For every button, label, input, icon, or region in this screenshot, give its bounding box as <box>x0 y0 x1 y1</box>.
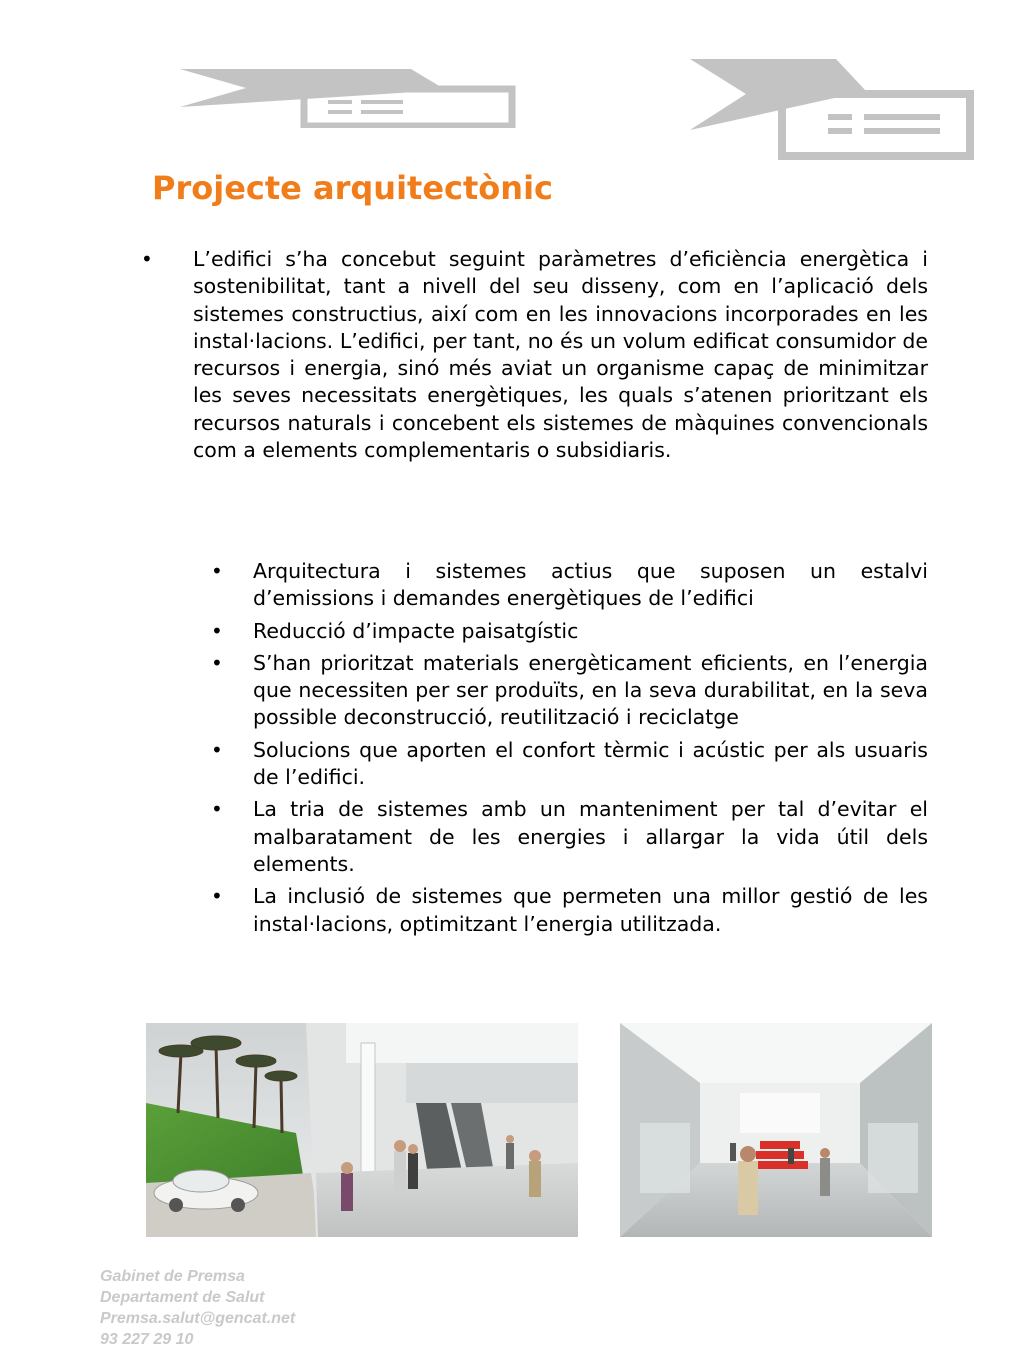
list-item-text: La inclusió de sistemes que permeten una millor gestió de les instal·lacions, optimitzant l’energia utilitzada. <box>253 884 928 936</box>
list-item <box>211 883 928 938</box>
bullet-icon: • <box>211 737 223 762</box>
list-item-text: Arquitectura i sistemes actius que suposen un estalvi d’emissions i demandes energètiques de l’edifici <box>253 559 928 611</box>
main-bullet-text: L’edifici s’ha concebut seguint paràmetres d’eficiència energètica i sostenibilitat, tant a nivell del seu disseny, com en l’aplicació dels sistemes constructius, així com en les innovacions incorporades en les instal·lacions. L’edifici, per tant, no és un volum edificat consumidor de recursos i energia, sinó més aviat un organisme capaç de minimitzar les seves necessitats energètiques, les quals s’atenen prioritzant els recursos naturals i concebent els sistemes de màquines convencionals com a elements complementaris o subsidiaris. <box>193 247 928 463</box>
architectural-render-escalators-icon <box>146 1023 578 1237</box>
bullet-icon: • <box>211 650 223 675</box>
bullet-icon: • <box>141 247 153 271</box>
bullet-icon: • <box>211 884 223 909</box>
architectural-render-corridor-icon <box>620 1023 932 1237</box>
list-item-text: S’han prioritzat materials energèticament eficients, en l’energia que necessiten per ser produïts, en la seva durabilitat, en la seva possible deconstrucció, reutilització i reciclatge <box>253 650 928 730</box>
sub-bullet-list <box>211 558 928 943</box>
list-item <box>211 737 928 792</box>
list-item <box>211 650 928 732</box>
bullet-icon: • <box>211 618 223 643</box>
page-title: Projecte arquitectònic <box>152 169 553 207</box>
list-item <box>211 618 928 645</box>
list-item <box>211 796 928 878</box>
main-bullet-list <box>141 246 928 464</box>
bullet-icon: • <box>211 559 223 583</box>
bullet-icon: • <box>211 797 223 822</box>
list-item-text: Reducció d’impacte paisatgístic <box>253 618 579 643</box>
list-item <box>211 558 928 613</box>
footer-phone: 93 227 29 10 <box>100 1331 194 1348</box>
main-bullet-item <box>141 246 928 464</box>
press-logo-left-icon <box>176 66 516 128</box>
footer-line-press-office: Gabinet de Premsa <box>100 1268 245 1285</box>
list-item-text: La tria de sistemes amb un manteniment per tal d’evitar el malbaratament de les energies i allargar la vida útil dels elements. <box>253 797 928 876</box>
footer-email-link[interactable]: Premsa.salut@gencat.net <box>100 1310 296 1327</box>
press-logo-right-icon <box>686 56 976 160</box>
footer-contact <box>100 1266 295 1350</box>
list-item-text: Solucions que aporten el confort tèrmic i acústic per als usuaris de l’edifici. <box>253 737 928 790</box>
footer-line-department: Departament de Salut <box>100 1289 265 1306</box>
